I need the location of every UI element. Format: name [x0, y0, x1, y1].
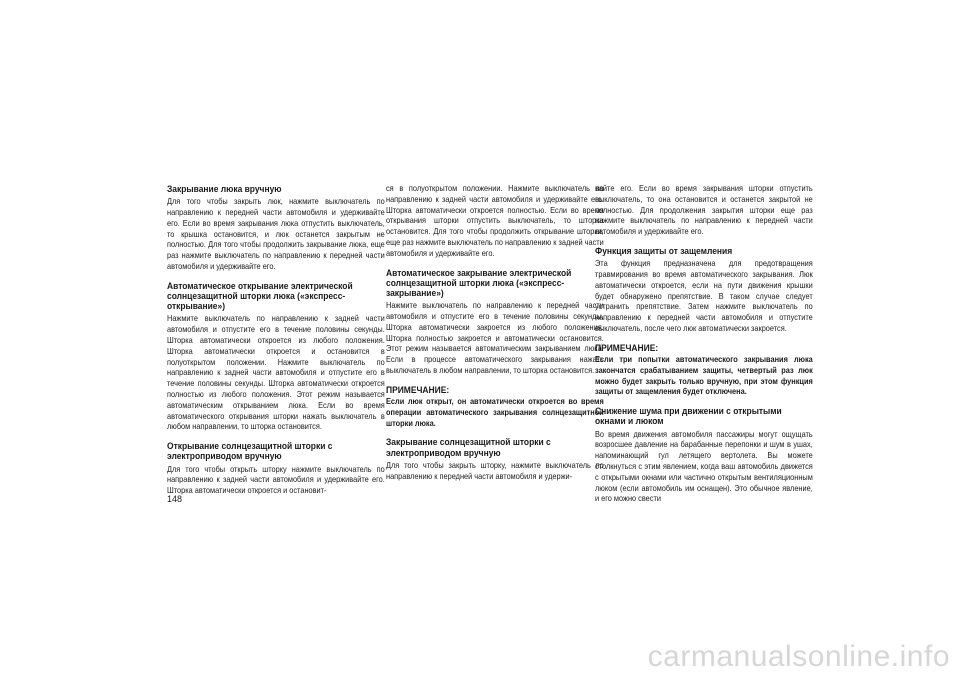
paragraph-noise-reduction: Во время движения автомобиля пассажиры могут ощущать возросшее давление на барабанные перепонки и шум в ушах, напоминающий гул летящего вертолета. Вы можете столкнуться с этим явлением, когда ваш автомобиль движется с открытыми окнами или частично открытым вентиляционным люком (если автомобиль им оснащен). Это обычное явление, и его можно свести — [595, 429, 813, 504]
note-heading: ПРИМЕЧАНИЕ: — [386, 384, 450, 395]
watermark[interactable]: carmanualsonline.info — [647, 640, 950, 673]
page-number: 148 — [167, 494, 183, 504]
paragraph-shade-close-cont: вайте его. Если во время закрывания шторки отпустить выключатель, то она остановится и останется закрытой не полностью. Для продолжения закрытия шторки еще раз нажмите выключатель по направлению к передней части автомобиля и удерживайте его. — [595, 184, 813, 237]
note-text: Если люк открыт, он автоматически откроется во время операции автоматического закрывания солнцезащитной шторки люка. — [386, 396, 604, 428]
paragraph-shade-open-cont: ся в полуоткрытом положении. Нажмите выключатель по направлению к задней части автомобиля и удерживайте его. Шторка автоматически откроется полностью. Если во время открывания шторки отпустить выключатель, то шторка остановится. Для того чтобы продолжить открывание шторки, еще раз нажмите выключатель по направлению к задней части автомобиля и удерживайте его. — [386, 184, 604, 258]
paragraph-manual-closing: Для того чтобы закрыть люк, нажмите выключатель по направлению к передней части автомобиля и удерживайте его. Если во время закрывания люка отпустить выключатель, то крышка остановится, и люк останется закрытым не полностью. Для того чтобы продолжить закрывание люка, еще раз нажмите выключатель по направлению к передней части автомобиля и удерживайте его. — [167, 197, 385, 271]
paragraph-manual-shade-open: Для того чтобы открыть шторку нажмите выключатель по направлению к задней части автомобиля и удерживайте его. Шторка автоматически откроется и остановит- — [167, 464, 385, 496]
paragraph-pinch-protection: Эта функция предназначена для предотвращения травмирования во время автоматического закрывания. Люк автоматически откроется, если на пути движения крышки будет обнаружено препятствие. В таком случае следует устранить препятствие. Затем нажмите выключатель по направлению к передней части автомобиля и отпустите выключатель, после чего люк автоматически закроется. — [595, 259, 813, 333]
heading-noise-reduction: Снижение шума при движении с открытыми окнами и люком — [595, 406, 782, 427]
heading-express-open: Автоматическое открывание электрической солнцезащитной шторки люка («экспресс-открывание») — [167, 280, 353, 312]
column-right — [595, 184, 813, 513]
paragraph-express-close: Нажмите выключатель по направлению к передней части автомобиля и отпустите его в течение половины секунды. Шторка автоматически закроется из любого положения. Шторка полностью закроется и автоматически остановится. Этот режим называется автоматическим закрыванием люка. Если в процессе автоматического закрывания нажать выключатель в любом направлении, то шторка остановится. — [386, 301, 604, 375]
column-middle — [386, 184, 604, 490]
heading-pinch-protection: Функция защиты от защемления — [595, 245, 733, 256]
heading-manual-shade-open: Открывание солнцезащитной шторки с электроприводом вручную — [167, 441, 333, 462]
paragraph-express-open: Нажмите выключатель по направлению к задней части автомобиля и отпустите его в течение половины секунды. Шторка автоматически откроется из любого положения. Шторка автоматически откроется и остановится в полуоткрытом положении. Нажмите выключатель по направлению к задней части автомобиля и отпустите его в течение половины секунды. Шторка автоматически откроется полностью из любого положения. Этот режим называется автоматическим открыванием люка. Если во время автоматического открывания шторки нажать выключатель в любом направлении, то шторка остановится. — [167, 314, 385, 432]
heading-manual-closing: Закрывание люка вручную — [167, 184, 282, 194]
heading-express-close: Автоматическое закрывание электрической солнцезащитной шторки люка («экспресс-закрывание») — [386, 267, 572, 298]
heading-manual-shade-close: Закрывание солнцезащитной шторки с электроприводом вручную — [386, 437, 551, 458]
note-text: Если три попытки автоматического закрывания люка закончатся срабатыванием защиты, четвертый раз люк можно будет закрыть только вручную, при этом функция защиты от защемления будет отключена. — [595, 354, 813, 397]
paragraph-manual-shade-close: Для того чтобы закрыть шторку, нажмите выключатель по направлению к передней части автомобиля и удержи- — [386, 460, 604, 481]
column-left — [167, 184, 385, 505]
note-heading: ПРИМЕЧАНИЕ: — [595, 342, 659, 353]
